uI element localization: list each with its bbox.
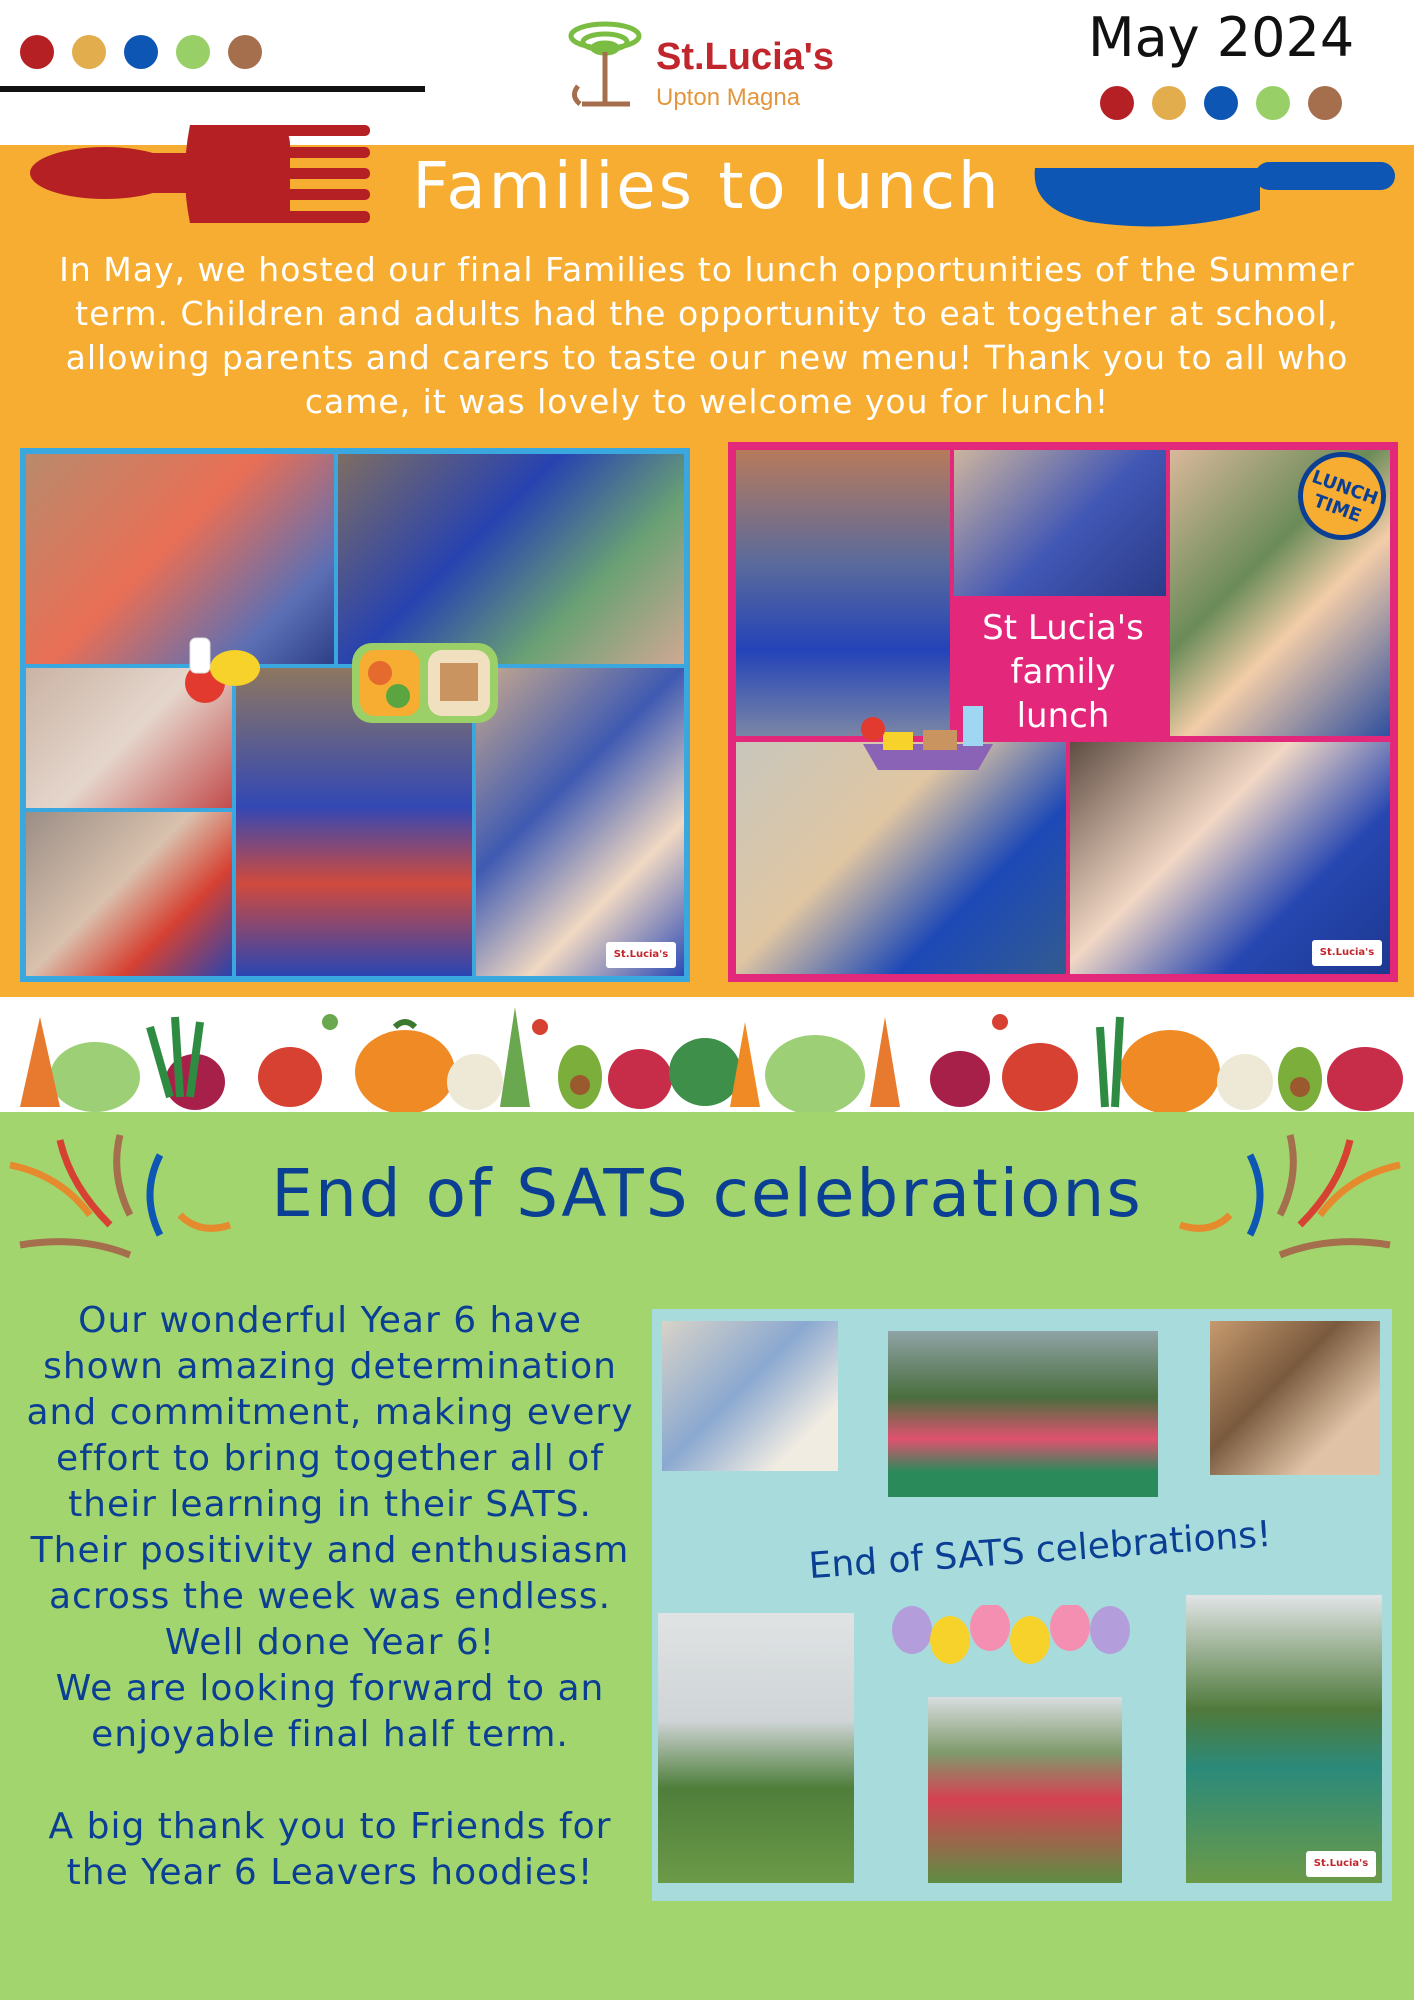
sats-body-line: Our wonderful Year 6 have: [78, 1300, 582, 1341]
sats-photo: [658, 1613, 854, 1883]
sats-photo: [928, 1697, 1122, 1883]
header-dot-brown: [228, 35, 262, 69]
newsletter-date: May 2024: [1088, 6, 1355, 69]
photo-watermark-logo: St.Lucia's: [1312, 940, 1382, 966]
date-dot-brown: [1308, 86, 1342, 120]
lunch-section-title: Families to lunch: [412, 150, 1002, 224]
fruit-sticker-icon: [170, 623, 280, 713]
sats-body-line: A big thank you to Friends for: [48, 1806, 612, 1847]
lunchbox-sticker-icon: [350, 638, 500, 728]
sats-photo: [888, 1331, 1158, 1497]
date-dot-green: [1256, 86, 1290, 120]
date-dot-red: [1100, 86, 1134, 120]
sats-body-line: across the week was endless.: [48, 1576, 612, 1617]
header-divider: [0, 86, 425, 92]
sats-body-line: Their positivity and enthusiasm: [30, 1530, 630, 1571]
sats-photo-collage: [652, 1309, 1392, 1901]
sats-body-line: effort to bring together all of: [56, 1438, 604, 1479]
school-name: St.Lucia's: [656, 36, 834, 78]
sats-section-title: End of SATS celebrations: [271, 1155, 1143, 1232]
sats-body-line: Well done Year 6!: [164, 1622, 496, 1663]
sats-body-line: [20, 1758, 640, 1804]
date-dot-yellow: [1152, 86, 1186, 120]
header-dot-red: [20, 35, 54, 69]
vegetable-border: [0, 997, 1414, 1112]
sats-photo: [1210, 1321, 1380, 1475]
sats-body-line: enjoyable final half term.: [91, 1714, 569, 1755]
header-dot-blue: [124, 35, 158, 69]
sats-body-line: We are looking forward to an: [55, 1668, 605, 1709]
lunch-photo: [736, 450, 950, 736]
date-dot-blue: [1204, 86, 1238, 120]
lunch-photo-collage-left: [20, 448, 690, 982]
lunch-photo: [1070, 742, 1390, 974]
lunch-tray-icon: [853, 704, 1003, 774]
photo-watermark-logo: St.Lucia's: [606, 942, 676, 968]
sats-body-line: their learning in their SATS.: [68, 1484, 592, 1525]
sats-section-body: [20, 1298, 640, 1896]
school-logo-icon: [560, 14, 650, 114]
lunch-section-body: In May, we hosted our final Families to lunch opportunities of the Summer term. Children and adults had the opportunity to eat together at school, allowing parents and carers to taste our new menu! Thank you to all who came, it was lovely to welcome you for lunch!: [59, 250, 1355, 421]
sats-collage-banner: End of SATS celebrations!: [807, 1513, 1273, 1588]
family-lunch-caption: St Lucia's family lunch: [968, 602, 1158, 742]
vegetables-illustration-icon: [0, 997, 1414, 1112]
lunch-photo: [736, 742, 1066, 974]
lunch-photo-collage-right: [728, 442, 1398, 982]
sats-body-line: shown amazing determination: [43, 1346, 617, 1387]
photo-watermark-logo: St.Lucia's: [1306, 1851, 1376, 1877]
header-dot-green: [176, 35, 210, 69]
lunch-photo: [338, 454, 684, 664]
sats-body-line: and commitment, making every: [26, 1392, 634, 1433]
lunch-time-sticker: LUNCH TIME: [1286, 440, 1399, 553]
lunch-photo: [476, 668, 684, 976]
lunch-photo: [954, 450, 1166, 596]
balloons-icon: [892, 1605, 1152, 1685]
sats-photo: [662, 1321, 838, 1471]
sats-photo: [1186, 1595, 1382, 1883]
school-location: Upton Magna: [656, 84, 801, 111]
sats-body-line: the Year 6 Leavers hoodies!: [66, 1852, 594, 1893]
lunch-photo: [26, 812, 232, 976]
header-dot-yellow: [72, 35, 106, 69]
